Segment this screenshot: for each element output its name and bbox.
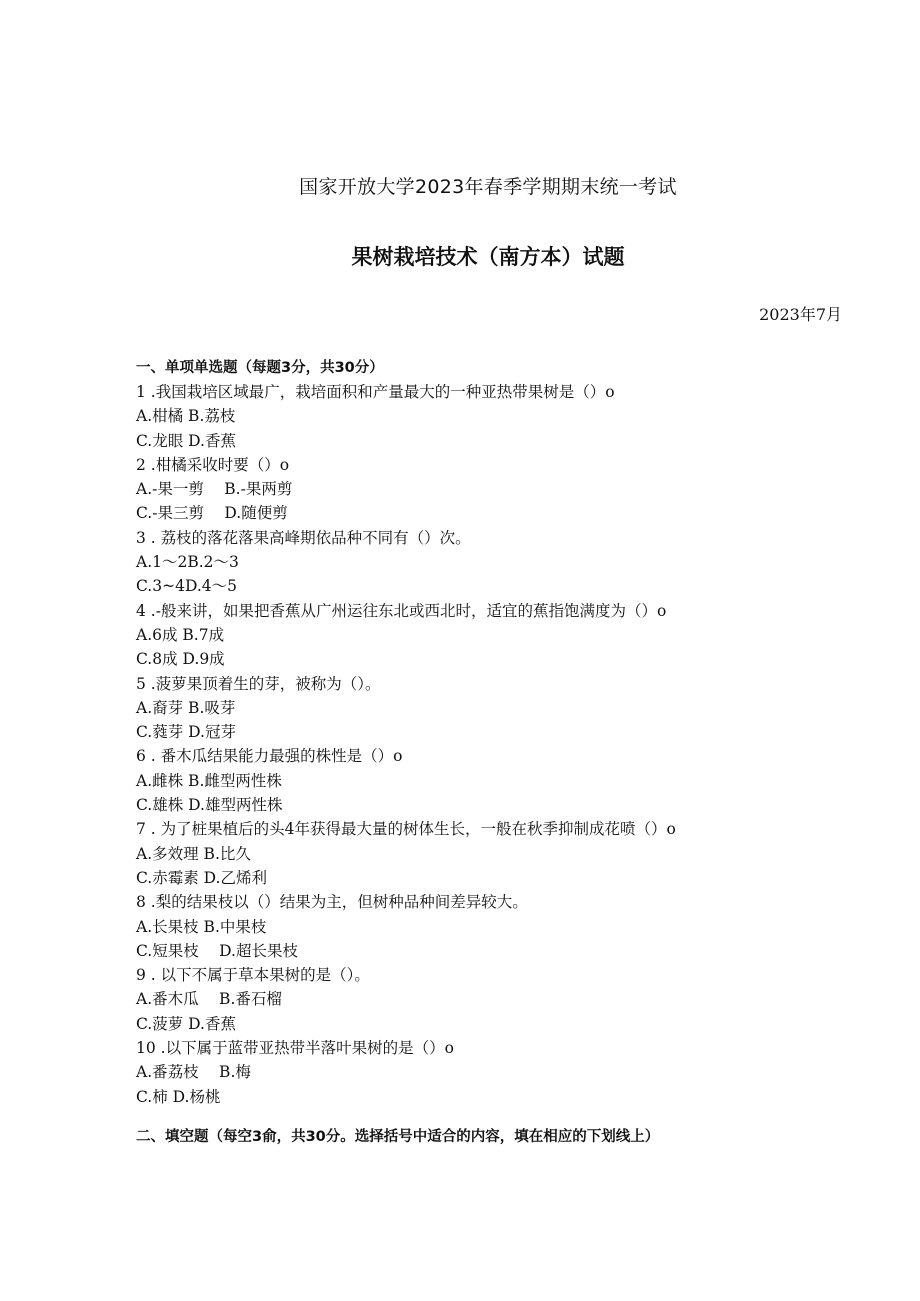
exam-date: 2023年7月 (759, 305, 842, 324)
question-options: A.番木瓜 B.番石榴 (136, 990, 282, 1009)
question-options: A.长果枝 B.中果枝 (136, 917, 267, 936)
question-options: C.雄株 D.雄型两性株 (136, 796, 283, 815)
question-stem: 5 .菠萝果顶着生的芽，被称为（）。 (136, 674, 381, 693)
question-options: C.短果枝 D.超长果枝 (136, 941, 298, 960)
question-stem: 8 .梨的结果枝以（）结果为主，但树种品种间差异较大。 (136, 893, 528, 912)
subject-title: 果树栽培技术（南方本）试题 (351, 245, 625, 269)
question-stem: 3 . 荔枝的落花落果高峰期依品种不同有（）次。 (136, 528, 471, 547)
exam-title: 国家开放大学2023年春季学期期末统一考试 (299, 176, 677, 198)
question-stem: 9 . 以下不属于草本果树的是（）。 (136, 966, 370, 985)
question-options: C.蕤芽 D.冠芽 (136, 723, 236, 742)
question-options: A.裔芽 B.吸芽 (136, 698, 236, 717)
question-options: C.-果三剪 D.随便剪 (136, 504, 288, 523)
question-options: C.菠萝 D.香蕉 (136, 1014, 236, 1033)
question-stem: 7 . 为了桩果植后的头4年获得最大量的树体生长，一般在秋季抑制成花喷（）o (136, 820, 676, 839)
question-options: C.柿 D.杨桃 (136, 1087, 221, 1106)
question-options: A.-果一剪 B.-果两剪 (136, 480, 293, 499)
question-list (136, 380, 836, 1109)
section-heading-single-choice: 一、单项单选题（每题3分，共30分） (136, 360, 384, 376)
section-heading-fill-blank: 二、填空题（每空3俞，共30分。选择括号中适合的内容，填在相应的下划线上） (136, 1128, 660, 1145)
question-options: A.多效理 B.比久 (136, 844, 251, 863)
exam-content (136, 356, 836, 1149)
question-options: A.柑橘 B.荔枝 (136, 407, 236, 426)
question-stem: 6 . 番木瓜结果能力最强的株性是（）o (136, 747, 403, 766)
question-options: A.雌株 B.雌型两性株 (136, 771, 282, 790)
question-options: A.1～2B.2～3 (136, 553, 239, 572)
question-stem: 10 .以下属于蓝带亚热带半落叶果树的是（）o (136, 1039, 454, 1058)
question-stem: 4 .-般来讲，如果把香蕉从广州运往东北或西北时，适宜的蕉指饱满度为（）o (136, 601, 667, 620)
question-options: A.6成 B.7成 (136, 625, 225, 644)
question-options: C.龙眼 D.香蕉 (136, 431, 236, 450)
question-options: C.8成 D.9成 (136, 650, 225, 669)
question-options: C.赤霉素 D.乙烯利 (136, 868, 267, 887)
question-stem: 2 .柑橘采收时要（）o (136, 455, 290, 474)
question-options: A.番荔枝 B.梅 (136, 1063, 251, 1082)
question-options: C.3~4D.4～5 (136, 577, 237, 596)
question-stem: 1 .我国栽培区域最广，栽培面积和产量最大的一种亚热带果树是（）o (136, 383, 615, 401)
